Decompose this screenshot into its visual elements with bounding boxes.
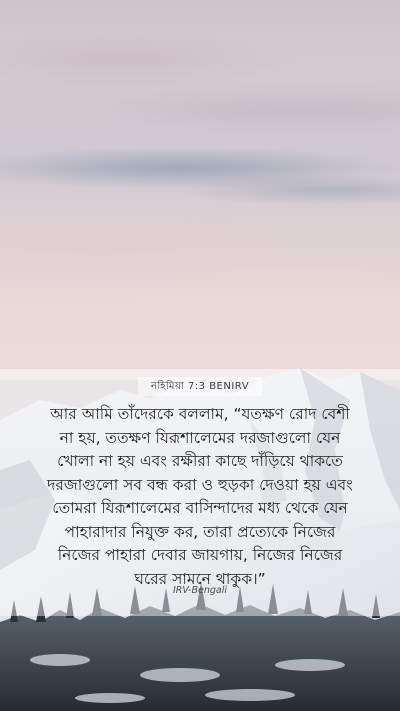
- verse-text: আর আমি তাঁদেরকে বললাম, “যতক্ষণ রোদ বেশী না হয়, ততক্ষণ যিরূশালেমের দরজাগুলো যেন খোলা না হয় এবং রক্ষীরা কাছে দাঁড়িয়ে থাকতে দরজাগুলো সব বন্ধ করা ও হুড়কা দেওয়া হয় এবং তোমরা যিরূশালেমের বাসিন্দাদের মধ্য থেকে যেন পাহারাদার নিযুক্ত কর, তারা প্রত্যেকে নিজের নিজের পাহারা দেবার জায়গায়, নিজের নিজের ঘরের সামনে থাকুক।”: [47, 405, 353, 588]
- verse-reference: নহিমিয়া 7:3 BENIRV: [138, 377, 262, 396]
- bible-version-label: IRV-Bengali: [172, 585, 228, 596]
